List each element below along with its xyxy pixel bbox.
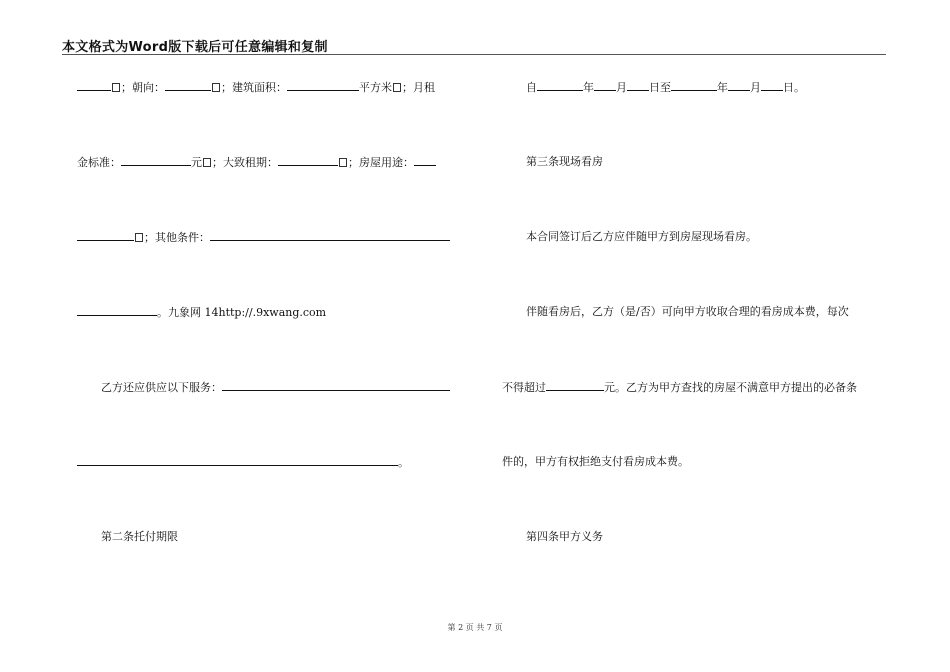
left-row-4	[77, 305, 326, 320]
right-row-5	[502, 380, 857, 395]
blank-field	[414, 155, 436, 166]
label-day-to: 日至	[649, 81, 671, 94]
label-monthly-rent: ；月租	[402, 81, 435, 94]
blank-field	[165, 80, 211, 91]
unit-yuan: 元	[191, 156, 202, 169]
section-heading-viewing: 第三条现场看房	[526, 155, 603, 168]
header-title: 本文格式为Word版下载后可任意编辑和复制	[62, 40, 328, 55]
blank-field	[210, 230, 450, 241]
right-row-3	[526, 230, 757, 244]
label-month: 月	[616, 81, 627, 94]
label-lease-term: ；大致租期：	[212, 156, 278, 169]
label-year: 年	[583, 81, 594, 94]
left-row-5	[101, 380, 450, 395]
paragraph-text: 元。乙方为甲方查找的房屋不满意甲方提出的必备条	[604, 381, 857, 394]
period: 。	[398, 456, 409, 469]
blank-field	[627, 80, 649, 91]
blank-field	[287, 80, 359, 91]
checkbox-icon	[212, 83, 220, 92]
unit-square-meter: 平方米	[359, 81, 392, 94]
label-services: 乙方还应供应以下服务：	[101, 381, 222, 394]
right-row-1	[526, 80, 805, 95]
checkbox-icon	[135, 233, 143, 242]
blank-field	[728, 80, 750, 91]
label-day: 日。	[783, 81, 805, 94]
blank-field	[546, 380, 604, 391]
checkbox-icon	[393, 83, 401, 92]
header-rule	[62, 54, 886, 55]
blank-field	[278, 155, 338, 166]
left-row-2	[77, 155, 436, 170]
label-orientation: ；朝向：	[121, 81, 165, 94]
section-heading-entrust-period: 第二条托付期限	[101, 530, 178, 543]
document-header	[62, 36, 886, 54]
label-other-conditions: ；其他条件：	[144, 231, 210, 244]
blank-field	[77, 230, 134, 241]
label-rent-standard: 金标准：	[77, 156, 121, 169]
section-heading-party-a-obligations: 第四条甲方义务	[526, 530, 603, 543]
label-from: 自	[526, 81, 537, 94]
left-row-3	[77, 230, 450, 245]
blank-field	[77, 305, 157, 316]
blank-field	[537, 80, 583, 91]
paragraph-text: 件的，甲方有权拒绝支付看房成本费。	[502, 455, 689, 468]
paragraph-text: 本合同签订后乙方应伴随甲方到房屋现场看房。	[526, 230, 757, 243]
left-row-6	[77, 455, 409, 470]
label-not-exceed: 不得超过	[502, 381, 546, 394]
paragraph-text: 伴随看房后，乙方（是/否）可向甲方收取合理的看房成本费，每次	[526, 305, 849, 318]
checkbox-icon	[339, 158, 347, 167]
blank-field	[77, 455, 398, 466]
label-house-use: ；房屋用途：	[348, 156, 414, 169]
checkbox-icon	[112, 83, 120, 92]
label-month: 月	[750, 81, 761, 94]
right-row-4	[526, 305, 849, 319]
label-building-area: ；建筑面积：	[221, 81, 287, 94]
watermark-text: 。九象网 14http://.9xwang.com	[157, 306, 327, 319]
label-year: 年	[717, 81, 728, 94]
left-row-1	[77, 80, 435, 95]
blank-field	[77, 80, 111, 91]
checkbox-icon	[203, 158, 211, 167]
left-row-7	[101, 530, 178, 544]
blank-field	[222, 380, 450, 391]
right-row-2	[526, 155, 603, 169]
right-row-7	[526, 530, 603, 544]
blank-field	[121, 155, 191, 166]
right-row-6	[502, 455, 689, 469]
blank-field	[671, 80, 717, 91]
page-number: 第 2 页 共 7 页	[447, 623, 503, 632]
blank-field	[761, 80, 783, 91]
blank-field	[594, 80, 616, 91]
